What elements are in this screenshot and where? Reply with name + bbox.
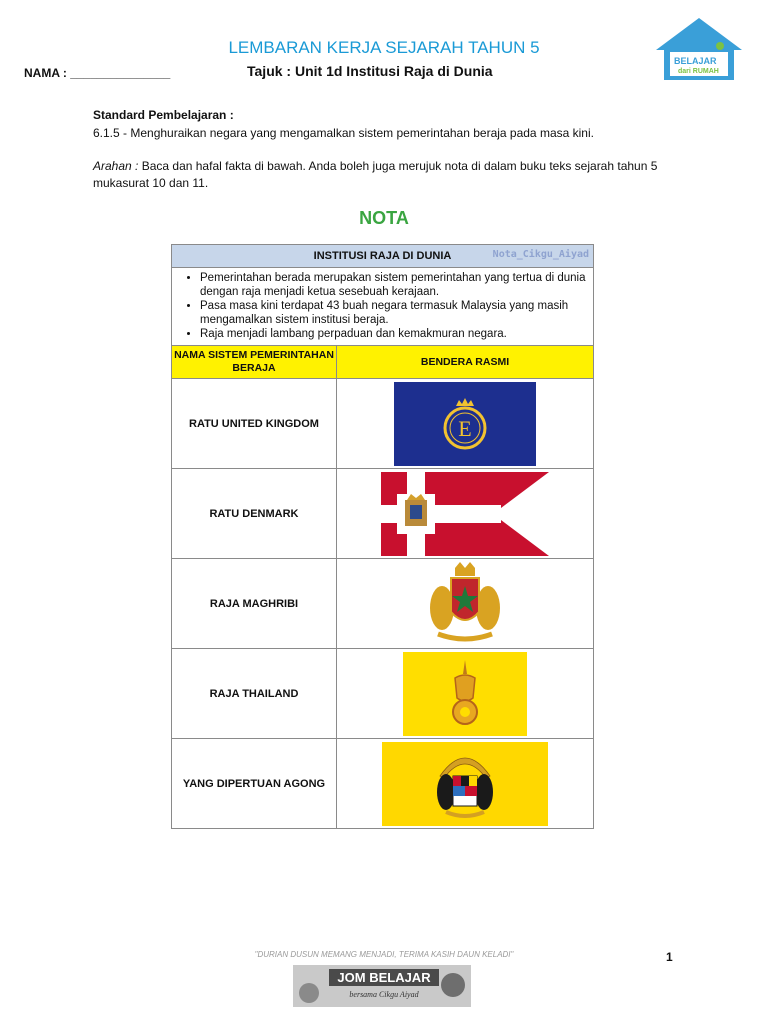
column-header-flag: BENDERA RASMI <box>337 346 594 379</box>
uk-royal-standard-flag-icon <box>394 382 536 466</box>
morocco-coat-of-arms-icon <box>420 562 510 646</box>
flag-cell <box>337 739 594 829</box>
table-row <box>172 469 594 559</box>
denmark-royal-flag-icon <box>381 472 549 556</box>
worksheet-subtitle: Tajuk : Unit 1d Institusi Raja di Dunia <box>247 63 493 79</box>
logo-line1: BELAJAR <box>674 56 717 66</box>
flag-cell <box>337 469 594 559</box>
table-title-cell <box>172 245 594 268</box>
svg-text:E: E <box>458 415 472 441</box>
table-title: INSTITUSI RAJA DI DUNIA <box>313 250 452 262</box>
thailand-royal-flag-icon <box>403 652 527 736</box>
instructions-label: Arahan : <box>93 159 139 173</box>
row-label: RATU DENMARK <box>172 469 337 559</box>
row-label: RAJA THAILAND <box>172 649 337 739</box>
worksheet-title: LEMBARAN KERJA SEJARAH TAHUN 5 <box>228 38 540 57</box>
instructions-text: Baca dan hafal fakta di bawah. Anda boleh juga merujuk nota di dalam buku teks sejarah tahun 5 mukasurat 10 dan 11. <box>93 159 658 190</box>
belajar-dari-rumah-logo <box>648 16 750 84</box>
instructions <box>93 158 693 192</box>
flag-cell <box>337 559 594 649</box>
monarchy-table <box>171 244 594 829</box>
row-label: RATU UNITED KINGDOM <box>172 379 337 469</box>
standard-text: 6.1.5 - Menghuraikan negara yang mengamalkan sistem pemerintahan beraja pada masa kini. <box>93 126 594 140</box>
footer-quote: "DURIAN DUSUN MEMANG MENJADI, TERIMA KASIH DAUN KELADI" <box>254 950 514 959</box>
note-item: • Pemerintahan berada merupakan sistem pemerintahan yang tertua di dunia dengan raja menjadi ketua sesebuah kerajaan. <box>200 271 587 299</box>
notes-list <box>178 271 587 341</box>
banner-subtitle: bersama Cikgu Aiyad <box>349 990 419 999</box>
watermark-text: Nota_Cikgu_Aiyad <box>492 249 589 260</box>
table-row <box>172 559 594 649</box>
flag-cell <box>337 649 594 739</box>
note-item: • Raja menjadi lambang perpaduan dan kemakmuran negara. <box>200 327 587 341</box>
table-row <box>172 379 594 469</box>
notes-cell <box>172 268 594 346</box>
table-row <box>172 739 594 829</box>
nota-heading: NOTA <box>359 208 409 228</box>
jom-belajar-banner <box>293 965 471 1007</box>
standard-heading: Standard Pembelajaran : <box>93 108 234 122</box>
column-header-system: NAMA SISTEM PEMERINTAHAN BERAJA <box>172 346 337 379</box>
note-item: • Pasa masa kini terdapat 43 buah negara termasuk Malaysia yang masih mengamalkan sistem institusi beraja. <box>200 299 587 327</box>
table-row <box>172 649 594 739</box>
page-number: 1 <box>666 950 673 964</box>
name-field: NAMA : _______________ <box>24 66 171 80</box>
row-label: RAJA MAGHRIBI <box>172 559 337 649</box>
banner-title: JOM BELAJAR <box>337 970 431 985</box>
logo-line2: dari RUMAH <box>678 68 719 75</box>
agong-royal-flag-icon <box>382 742 548 826</box>
row-label: YANG DIPERTUAN AGONG <box>172 739 337 829</box>
flag-cell <box>337 379 594 469</box>
